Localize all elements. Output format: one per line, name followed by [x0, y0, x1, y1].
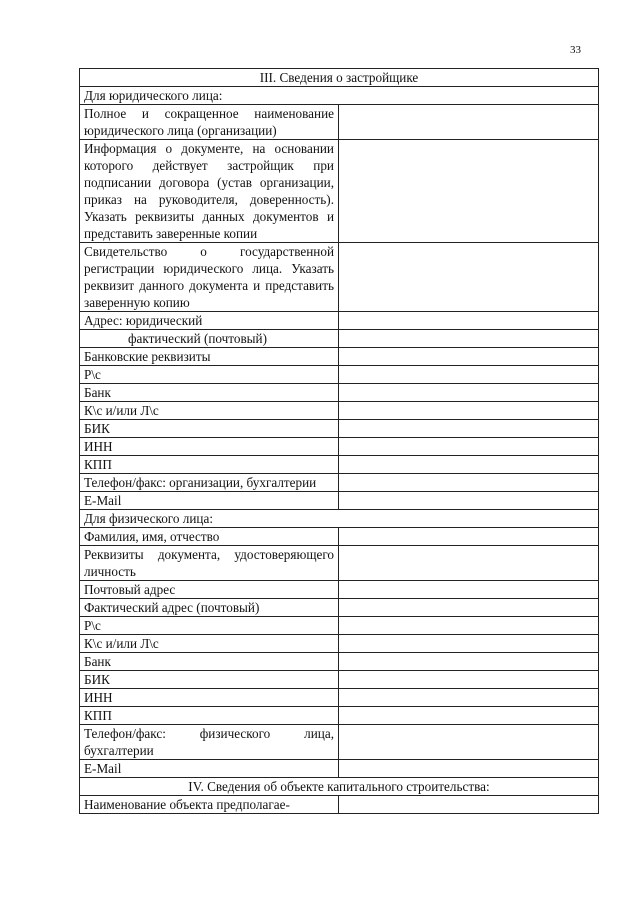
table-row: [80, 689, 599, 707]
postal-address-label: Почтовый адрес: [80, 581, 339, 599]
account-value[interactable]: [339, 366, 599, 384]
table-row: [80, 599, 599, 617]
bank-label: Банк: [80, 384, 339, 402]
corr-account-value[interactable]: [339, 402, 599, 420]
table-row: [80, 528, 599, 546]
ind-phone-fax-value[interactable]: [339, 725, 599, 760]
table-row: [80, 402, 599, 420]
ind-kpp-label: КПП: [80, 707, 339, 725]
ind-inn-label: ИНН: [80, 689, 339, 707]
developer-info-table: [79, 68, 599, 814]
table-row: [80, 707, 599, 725]
kpp-label: КПП: [80, 456, 339, 474]
ind-bank-label: Банк: [80, 653, 339, 671]
inn-label: ИНН: [80, 438, 339, 456]
full-name-label: Фамилия, имя, отчество: [80, 528, 339, 546]
ind-bik-value[interactable]: [339, 671, 599, 689]
address-legal-value[interactable]: [339, 312, 599, 330]
bik-label: БИК: [80, 420, 339, 438]
table-row: [80, 635, 599, 653]
ind-inn-value[interactable]: [339, 689, 599, 707]
table-row: [80, 312, 599, 330]
individual-header-row: [80, 510, 599, 528]
legal-registration-label: Свидетельство о государственной регистрации юридического лица. Указать реквизит данного документа и представить заверенную копию: [80, 243, 339, 312]
table-row: [80, 725, 599, 760]
table-row: [80, 348, 599, 366]
table-row: [80, 243, 599, 312]
ind-email-value[interactable]: [339, 760, 599, 778]
table-row: [80, 438, 599, 456]
corr-account-label: К\с и/или Л\с: [80, 402, 339, 420]
phone-fax-value[interactable]: [339, 474, 599, 492]
postal-address-value[interactable]: [339, 581, 599, 599]
section-4-title-row: [80, 778, 599, 796]
page-number: 33: [570, 44, 581, 56]
ind-kpp-value[interactable]: [339, 707, 599, 725]
full-name-value[interactable]: [339, 528, 599, 546]
actual-address-label: Фактический адрес (почтовый): [80, 599, 339, 617]
table-row: [80, 366, 599, 384]
legal-doc-info-value[interactable]: [339, 140, 599, 243]
table-row: [80, 105, 599, 140]
ind-corr-account-value[interactable]: [339, 635, 599, 653]
section-4-title: IV. Сведения об объекте капитального строительства:: [80, 778, 599, 796]
table-row: [80, 546, 599, 581]
table-row: [80, 140, 599, 243]
bik-value[interactable]: [339, 420, 599, 438]
email-label: E-Mail: [80, 492, 339, 510]
phone-fax-label: Телефон/факс: организации, бухгалтерии: [80, 474, 339, 492]
section-3-title: III. Сведения о застройщике: [80, 69, 599, 87]
table-row: [80, 796, 599, 814]
table-row: [80, 384, 599, 402]
ind-bank-value[interactable]: [339, 653, 599, 671]
address-legal-label: Адрес: юридический: [80, 312, 339, 330]
table-row: [80, 581, 599, 599]
bank-value[interactable]: [339, 384, 599, 402]
section-3-title-row: [80, 69, 599, 87]
bank-details-value[interactable]: [339, 348, 599, 366]
table-row: [80, 671, 599, 689]
inn-value[interactable]: [339, 438, 599, 456]
bank-details-label: Банковские реквизиты: [80, 348, 339, 366]
email-value[interactable]: [339, 492, 599, 510]
id-document-value[interactable]: [339, 546, 599, 581]
id-document-label: Реквизиты документа, удостоверяющего личность: [80, 546, 339, 581]
ind-account-value[interactable]: [339, 617, 599, 635]
legal-registration-value[interactable]: [339, 243, 599, 312]
address-actual-value[interactable]: [339, 330, 599, 348]
ind-account-label: Р\с: [80, 617, 339, 635]
table-row: [80, 474, 599, 492]
ind-phone-fax-label: Телефон/факс: физического лица, бухгалтерии: [80, 725, 339, 760]
table-row: [80, 760, 599, 778]
legal-name-value[interactable]: [339, 105, 599, 140]
legal-entity-header: Для юридического лица:: [80, 87, 599, 105]
ind-corr-account-label: К\с и/или Л\с: [80, 635, 339, 653]
individual-header: Для физического лица:: [80, 510, 599, 528]
legal-name-label: Полное и сокращенное наименование юридического лица (организации): [80, 105, 339, 140]
table-row: [80, 456, 599, 474]
ind-bik-label: БИК: [80, 671, 339, 689]
actual-address-value[interactable]: [339, 599, 599, 617]
object-name-value[interactable]: [339, 796, 599, 814]
table-row: [80, 420, 599, 438]
table-row: [80, 617, 599, 635]
table-row: [80, 653, 599, 671]
object-name-label: Наименование объекта предполагае-: [80, 796, 339, 814]
kpp-value[interactable]: [339, 456, 599, 474]
address-actual-label: фактический (почтовый): [80, 330, 339, 348]
legal-doc-info-label: Информация о документе, на основании которого действует застройщик при подписании договора (устав организации, приказ на руководителя, доверенность). Указать реквизиты данных документов и представить заверенные копии: [80, 140, 339, 243]
table-row: [80, 330, 599, 348]
legal-entity-header-row: [80, 87, 599, 105]
ind-email-label: E-Mail: [80, 760, 339, 778]
account-label: Р\с: [80, 366, 339, 384]
table-row: [80, 492, 599, 510]
